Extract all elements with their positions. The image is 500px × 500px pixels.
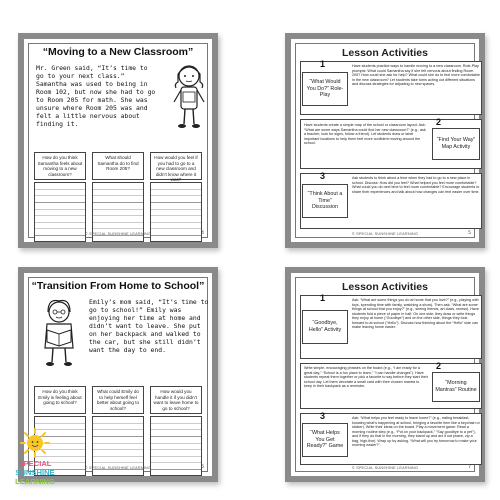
question-box: How do you think Samantha feels about moving to a new classroom? xyxy=(34,152,86,180)
activity-number: 2 xyxy=(436,117,442,127)
copyright-footer: © SPECIAL SUNSHINE LEARNING xyxy=(84,232,152,236)
activity-description: Ask: “What are some things you do at home that you love?” (e.g., playing with toys, spending time with family, watching a show). Then ask: “What are some things at school that you enjoy?” (e.g., seeing friends, art class, recess). Have students fold a piece of paper in half. On one side, they draw or write things they enjoy at home (“Goodbye”) and on the other side, things they look forward to at school (“Hello”). Discuss how thinking about the “Hello” side can make leaving home easier. xyxy=(352,298,479,329)
copyright-footer: © SPECIAL SUNSHINE LEARNING xyxy=(351,232,419,236)
page-inner-border xyxy=(295,277,480,472)
page-title: “Transition From Home to School” xyxy=(31,280,205,292)
activity-number: 2 xyxy=(436,361,442,371)
activity-description: Have students create a simple map of the school or classroom layout. Ask: “What are some ways Samantha could find her new classroom?” (e.g., ask a teacher, look for signs, follow a friend). Let students draw or label important locations to help them feel more confident moving around the school. xyxy=(304,123,426,145)
page-inner-border xyxy=(295,43,480,238)
sun-icon xyxy=(20,428,50,458)
page-number: 4 xyxy=(201,231,204,236)
worksheet-page-moving-classroom xyxy=(18,33,218,248)
girl-reading-illustration-icon xyxy=(33,298,85,368)
activity-description: Have students practice ways to handle moving to a new classroom. Role-Play prompts: What could Samantha say if she felt nervous about finding Room 205? How could she ask for help? What could she do to feel more comfortable in the new classroom? Let students take turns acting out different situations and discuss strategies for adjusting to new spaces. xyxy=(352,64,480,86)
activity-label: “Goodbye, Hello” Activity xyxy=(302,310,348,344)
page-number: 6 xyxy=(201,465,204,470)
activity-number: 3 xyxy=(320,411,326,421)
question-column xyxy=(92,386,144,476)
activity-label: “Think About a Time” Discussion xyxy=(302,184,348,218)
question-column xyxy=(150,386,202,476)
activity-label: “What Would You Do?” Role-Play xyxy=(302,72,348,106)
special-sunshine-learning-logo xyxy=(2,428,68,498)
activity-description: Ask: “What helps you feel ready to leave home?” (e.g., eating breakfast, knowing what’s happening at school, bringing a favorite item like a keychain or sticker). Write their ideas on the board. Play a movement game: Read a morning routine step (e.g., “Put on your backpack,” “Say goodbye to a pet”), and if they do that in the morning, they stand up and act it out (wave, zip a bag, high-five). Wrap up by asking, “What will you try tomorrow to make your morning easier?” xyxy=(352,416,480,447)
page-number: 7 xyxy=(468,465,471,470)
page-number: 5 xyxy=(468,231,471,236)
activity-label: “Find Your Way” Map Activity xyxy=(432,128,480,160)
logo-text-sunshine: SUNSHINE xyxy=(15,468,55,477)
story-text: Mr. Green said, “It’s time to go to your next class.” Samantha was used to being in Room 102, but now she had to go to Room 205 for math. She was unsure where Room 205 was and felt a little nervous about finding it. xyxy=(36,64,156,128)
activity-number: 1 xyxy=(320,293,326,303)
page-title: “Moving to a New Classroom” xyxy=(42,46,194,58)
question-column xyxy=(92,152,144,242)
activity-label: “Morning Mantras” Routine xyxy=(432,372,480,402)
question-box: What should Samantha do to find Room 205? xyxy=(92,152,144,180)
activity-description: Ask students to think about a time when they had to go to a new place in school. Discuss: How did you feel? What helped you feel more comfortable? What could you do next time to feel more comfortable? Encourage students to share their experiences and talk about how changes can feel easier over time. xyxy=(352,176,480,194)
copyright-footer: © SPECIAL SUNSHINE LEARNING xyxy=(84,466,152,470)
logo-text-special: SPECIAL xyxy=(18,459,52,468)
question-column xyxy=(34,152,86,242)
activity-number: 3 xyxy=(320,171,326,181)
activity-label: “What Helps You Get Ready?” Game xyxy=(302,423,348,457)
question-box: How would you feel if you had to go to a new classroom and didn’t know where it was? xyxy=(150,152,202,180)
question-column xyxy=(150,152,202,242)
logo-text-learning: LEARNING xyxy=(15,477,55,486)
story-text: Emily’s mom said, “It’s time to go to school!” Emily was enjoying her time at home and didn’t want to leave. She put on her backpack and walked to the car, but she still didn’t want the day to end. xyxy=(89,298,209,354)
lesson-activities-page-2 xyxy=(285,267,485,482)
page-title: Lesson Activities xyxy=(342,47,428,59)
girl-illustration-icon xyxy=(164,62,214,130)
lesson-activities-page-1 xyxy=(285,33,485,248)
activity-number: 1 xyxy=(320,59,326,69)
page-inner-border xyxy=(28,43,208,238)
question-box: How do you think Emily is feeling about going to school? xyxy=(34,386,86,414)
copyright-footer: © SPECIAL SUNSHINE LEARNING xyxy=(351,466,419,470)
question-box: What could Emily do to help herself feel better about going to school? xyxy=(92,386,144,414)
question-box: How would you handle it if you didn’t want to leave home to go to school? xyxy=(150,386,202,414)
activity-description: Write simple, encouraging phrases on the board (e.g., “I am ready for a great day,” “School is a fun place to learn,” “I can handle changes”). Have students repeat them together or pick a favorite to say before they start their school day. Let them decorate a small card with their chosen mantra to keep in their backpack as a reminder. xyxy=(304,366,428,388)
page-title: Lesson Activities xyxy=(342,281,428,293)
